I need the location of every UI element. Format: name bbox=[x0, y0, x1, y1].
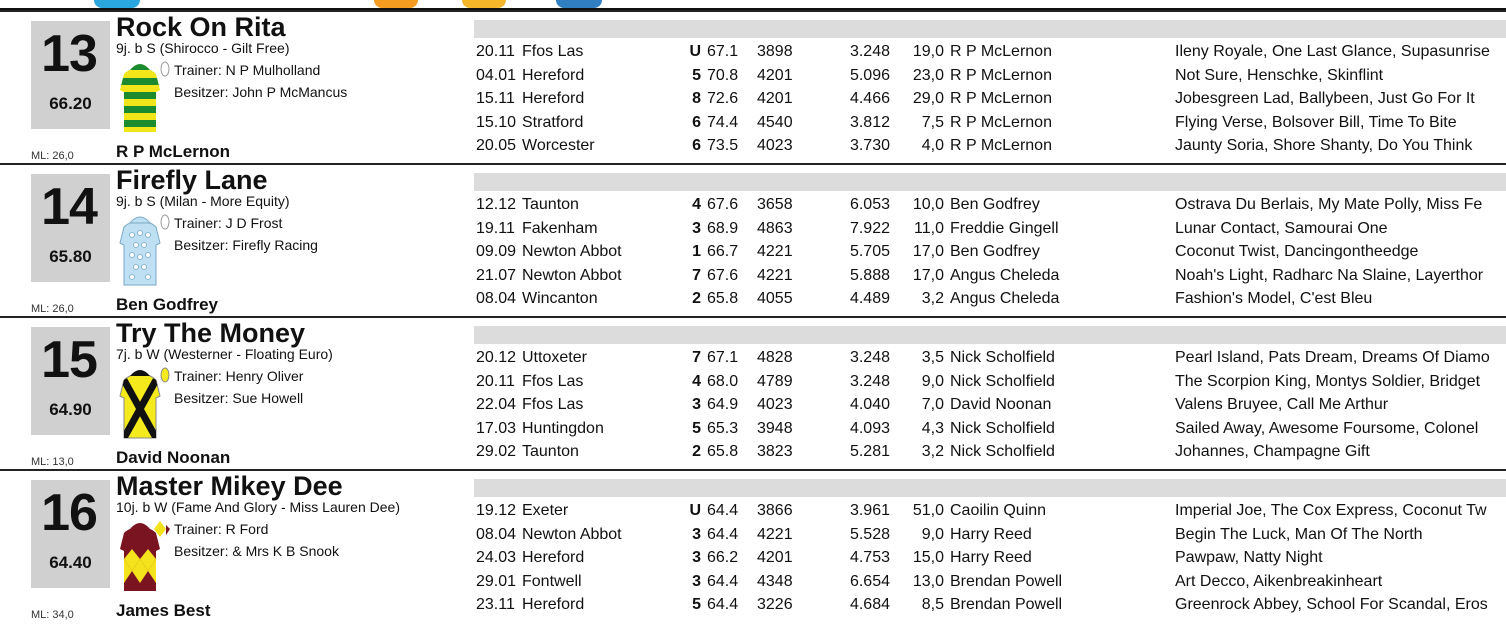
form-table bbox=[474, 346, 1506, 464]
race-jockey: Ben Godfrey bbox=[950, 243, 1040, 260]
race-prize: 3.730 bbox=[849, 137, 890, 154]
race-course: Ffos Las bbox=[522, 43, 584, 60]
race-odds: 3,5 bbox=[921, 349, 944, 366]
race-prize: 5.096 bbox=[849, 66, 890, 84]
race-jockey: R P McLernon bbox=[950, 137, 1052, 154]
race-competitors: Sailed Away, Awesome Foursome, Colonel bbox=[1175, 419, 1479, 437]
race-odds: 3,2 bbox=[921, 443, 944, 460]
race-odds: 7,0 bbox=[921, 396, 944, 413]
form-row bbox=[474, 111, 1506, 135]
race-course: Wincanton bbox=[522, 290, 598, 307]
race-course: Hereford bbox=[522, 66, 585, 84]
race-odds: 19,0 bbox=[912, 43, 944, 60]
race-date: 12.12 bbox=[476, 196, 517, 213]
race-date: 04.01 bbox=[476, 66, 517, 84]
race-course: Hereford bbox=[522, 549, 585, 566]
race-date: 08.04 bbox=[476, 525, 517, 543]
race-course: Huntingdon bbox=[522, 419, 604, 437]
race-date: 15.10 bbox=[476, 113, 517, 131]
race-distance: 4201 bbox=[757, 90, 793, 107]
race-place: 3 bbox=[692, 572, 701, 590]
race-distance: 4221 bbox=[757, 243, 793, 260]
race-distance: 4348 bbox=[757, 572, 793, 590]
race-course: Hereford bbox=[522, 90, 585, 107]
race-date: 19.11 bbox=[476, 219, 515, 237]
race-distance: 4828 bbox=[757, 349, 793, 366]
race-competitors: The Scorpion King, Montys Soldier, Bridget bbox=[1175, 372, 1481, 390]
jockey-name: James Best bbox=[116, 601, 211, 620]
silks-maroon-yellow-diamonds-icon bbox=[116, 519, 172, 599]
owner-label: Besitzer: & Mrs K B Snook bbox=[174, 543, 339, 559]
form-table bbox=[474, 40, 1506, 158]
jockey-name: R P McLernon bbox=[116, 142, 230, 161]
race-distance: 3658 bbox=[757, 196, 793, 213]
race-date: 20.12 bbox=[476, 349, 517, 366]
race-distance: 4201 bbox=[757, 549, 793, 566]
race-rating: 74.4 bbox=[707, 113, 739, 131]
race-date: 09.09 bbox=[476, 243, 517, 260]
race-odds: 10,0 bbox=[912, 196, 944, 213]
race-prize: 4.684 bbox=[849, 596, 890, 613]
runner-rating: 66.20 bbox=[49, 94, 92, 113]
race-rating: 64.4 bbox=[707, 596, 739, 613]
race-jockey: Ben Godfrey bbox=[950, 196, 1040, 213]
race-course: Fontwell bbox=[522, 572, 582, 590]
race-place: 6 bbox=[692, 113, 701, 131]
runner-ml: ML: 26,0 bbox=[31, 303, 74, 315]
race-prize: 7.922 bbox=[849, 219, 890, 237]
race-odds: 9,0 bbox=[921, 372, 944, 390]
race-distance: 4221 bbox=[757, 266, 793, 284]
race-place: U bbox=[689, 43, 701, 60]
race-place: 4 bbox=[692, 372, 701, 390]
form-row bbox=[474, 417, 1506, 441]
horse-info: 9j. b S (Milan - More Equity) bbox=[116, 193, 290, 209]
race-competitors: Greenrock Abbey, School For Scandal, Eros bbox=[1175, 596, 1488, 613]
race-prize: 4.093 bbox=[849, 419, 890, 437]
jockey-name: David Noonan bbox=[116, 448, 231, 467]
race-place: 5 bbox=[692, 419, 701, 437]
race-competitors: Valens Bruyee, Call Me Arthur bbox=[1175, 396, 1389, 413]
race-course: Taunton bbox=[522, 443, 579, 460]
race-prize: 6.654 bbox=[849, 572, 890, 590]
race-odds: 15,0 bbox=[912, 549, 944, 566]
race-odds: 3,2 bbox=[921, 290, 944, 307]
form-row bbox=[474, 287, 1506, 311]
race-place: 3 bbox=[692, 219, 701, 237]
race-place: 7 bbox=[692, 266, 701, 284]
race-prize: 4.489 bbox=[849, 290, 890, 307]
race-distance: 3948 bbox=[757, 419, 793, 437]
race-rating: 65.8 bbox=[707, 443, 739, 460]
race-odds: 51,0 bbox=[912, 502, 944, 519]
race-jockey: David Noonan bbox=[950, 396, 1052, 413]
race-place: 7 bbox=[692, 349, 701, 366]
race-place: 3 bbox=[692, 525, 701, 543]
race-jockey: Freddie Gingell bbox=[950, 219, 1059, 237]
horse-name[interactable]: Rock On Rita bbox=[116, 12, 286, 42]
race-odds: 4,0 bbox=[921, 137, 944, 154]
race-distance: 4023 bbox=[757, 396, 793, 413]
race-prize: 5.528 bbox=[849, 525, 890, 543]
race-jockey: Nick Scholfield bbox=[950, 419, 1055, 437]
race-place: 6 bbox=[692, 137, 701, 154]
race-competitors: Jaunty Soria, Shore Shanty, Do You Think bbox=[1175, 137, 1473, 154]
header-decoration bbox=[0, 0, 1506, 10]
race-jockey: R P McLernon bbox=[950, 66, 1052, 84]
race-date: 23.11 bbox=[476, 596, 515, 613]
race-prize: 3.812 bbox=[849, 113, 890, 131]
runner-entry bbox=[0, 10, 1506, 168]
runner-number: 14 bbox=[41, 178, 97, 236]
form-row bbox=[474, 440, 1506, 464]
silks-green-yellow-hoops-icon bbox=[116, 60, 172, 140]
owner-label: Besitzer: Firefly Racing bbox=[174, 237, 318, 253]
race-jockey: Harry Reed bbox=[950, 525, 1032, 543]
race-odds: 7,5 bbox=[921, 113, 944, 131]
jockey-name: Ben Godfrey bbox=[116, 295, 219, 314]
race-jockey: R P McLernon bbox=[950, 43, 1052, 60]
race-place: 5 bbox=[692, 596, 701, 613]
header-tab-orange bbox=[374, 0, 418, 8]
race-course: Uttoxeter bbox=[522, 349, 587, 366]
header-tab-darkblue bbox=[556, 0, 602, 8]
race-odds: 11,0 bbox=[914, 219, 944, 237]
form-row bbox=[474, 523, 1506, 547]
horse-name[interactable]: Master Mikey Dee bbox=[116, 471, 343, 501]
race-jockey: Angus Cheleda bbox=[950, 290, 1060, 307]
race-date: 19.12 bbox=[476, 502, 517, 519]
runner-rating: 64.90 bbox=[49, 400, 92, 419]
race-rating: 66.2 bbox=[707, 549, 739, 566]
race-place: 1 bbox=[692, 243, 701, 260]
trainer-label: Trainer: J D Frost bbox=[174, 215, 283, 231]
runner-number: 16 bbox=[41, 484, 97, 542]
race-course: Taunton bbox=[522, 196, 579, 213]
form-header-bar bbox=[474, 20, 1506, 38]
runner-number: 13 bbox=[41, 25, 97, 83]
form-row bbox=[474, 393, 1506, 417]
form-row bbox=[474, 87, 1506, 111]
race-place: 5 bbox=[692, 66, 701, 84]
race-place: 4 bbox=[692, 196, 701, 213]
race-place: 8 bbox=[692, 90, 701, 107]
race-distance: 3898 bbox=[757, 43, 793, 60]
race-rating: 73.5 bbox=[707, 137, 739, 154]
race-distance: 4863 bbox=[757, 219, 793, 237]
race-odds: 8,5 bbox=[921, 596, 944, 613]
silks-yellow-black-cross-icon bbox=[116, 366, 172, 446]
form-row bbox=[474, 134, 1506, 158]
race-odds: 17,0 bbox=[912, 243, 944, 260]
race-course: Stratford bbox=[522, 113, 584, 131]
race-competitors: Pearl Island, Pats Dream, Dreams Of Diamo bbox=[1175, 349, 1490, 366]
horse-info: 9j. b S (Shirocco - Gilt Free) bbox=[116, 40, 290, 56]
race-prize: 5.888 bbox=[849, 266, 890, 284]
race-place: 3 bbox=[692, 396, 701, 413]
runner-ml: ML: 13,0 bbox=[31, 456, 74, 468]
race-rating: 65.8 bbox=[707, 290, 739, 307]
race-date: 20.11 bbox=[476, 372, 515, 390]
runner-entry bbox=[0, 316, 1506, 474]
race-course: Newton Abbot bbox=[522, 266, 622, 284]
horse-info: 7j. b W (Westerner - Floating Euro) bbox=[116, 346, 333, 362]
runner-entry bbox=[0, 163, 1506, 321]
race-course: Newton Abbot bbox=[522, 243, 622, 260]
form-row bbox=[474, 546, 1506, 570]
form-header-bar bbox=[474, 326, 1506, 344]
form-table bbox=[474, 499, 1506, 617]
race-jockey: Nick Scholfield bbox=[950, 372, 1055, 390]
race-rating: 68.0 bbox=[707, 372, 739, 390]
horse-name[interactable]: Try The Money bbox=[116, 318, 306, 348]
race-date: 22.04 bbox=[476, 396, 517, 413]
race-course: Newton Abbot bbox=[522, 525, 622, 543]
race-rating: 67.1 bbox=[707, 43, 739, 60]
race-rating: 66.7 bbox=[707, 243, 739, 260]
race-prize: 3.248 bbox=[849, 349, 890, 366]
race-rating: 65.3 bbox=[707, 419, 739, 437]
race-jockey: Brendan Powell bbox=[950, 596, 1063, 613]
form-row bbox=[474, 240, 1506, 264]
form-row bbox=[474, 64, 1506, 88]
race-competitors: Pawpaw, Natty Night bbox=[1175, 549, 1323, 566]
race-jockey: Harry Reed bbox=[950, 549, 1032, 566]
form-row bbox=[474, 217, 1506, 241]
race-rating: 64.9 bbox=[707, 396, 739, 413]
race-prize: 6.053 bbox=[849, 196, 890, 213]
race-distance: 4201 bbox=[757, 66, 793, 84]
race-distance: 4055 bbox=[757, 290, 793, 307]
form-row bbox=[474, 499, 1506, 523]
race-prize: 4.466 bbox=[849, 90, 890, 107]
race-odds: 23,0 bbox=[912, 66, 944, 84]
race-odds: 17,0 bbox=[912, 266, 944, 284]
race-place: 2 bbox=[692, 443, 701, 460]
race-prize: 4.753 bbox=[849, 549, 890, 566]
race-competitors: Begin The Luck, Man Of The North bbox=[1175, 525, 1423, 543]
race-competitors: Ostrava Du Berlais, My Mate Polly, Miss Fe bbox=[1175, 196, 1483, 213]
runner-number: 15 bbox=[41, 331, 97, 389]
runner-rating: 64.40 bbox=[49, 553, 92, 572]
race-place: 2 bbox=[692, 290, 701, 307]
race-date: 24.03 bbox=[476, 549, 517, 566]
race-date: 08.04 bbox=[476, 290, 517, 307]
race-course: Fakenham bbox=[522, 219, 598, 237]
race-distance: 3823 bbox=[757, 443, 793, 460]
trainer-label: Trainer: Henry Oliver bbox=[174, 368, 304, 384]
form-row bbox=[474, 570, 1506, 594]
silks-light-blue-spots-icon bbox=[116, 213, 172, 293]
trainer-label: Trainer: R Ford bbox=[174, 521, 269, 537]
race-rating: 64.4 bbox=[707, 572, 739, 590]
race-prize: 4.040 bbox=[849, 396, 890, 413]
form-row bbox=[474, 40, 1506, 64]
race-place: 3 bbox=[692, 549, 701, 566]
race-jockey: Nick Scholfield bbox=[950, 443, 1055, 460]
race-prize: 3.248 bbox=[849, 43, 890, 60]
race-competitors: Johannes, Champagne Gift bbox=[1175, 443, 1370, 460]
race-odds: 9,0 bbox=[921, 525, 944, 543]
race-rating: 67.6 bbox=[707, 196, 739, 213]
horse-name[interactable]: Firefly Lane bbox=[116, 165, 268, 195]
race-date: 17.03 bbox=[476, 419, 517, 437]
race-competitors: Fashion's Model, C'est Bleu bbox=[1175, 290, 1373, 307]
race-odds: 29,0 bbox=[912, 90, 944, 107]
race-competitors: Flying Verse, Bolsover Bill, Time To Bite bbox=[1175, 113, 1457, 131]
race-rating: 67.6 bbox=[707, 266, 739, 284]
race-distance: 3226 bbox=[757, 596, 793, 613]
owner-label: Besitzer: John P McMancus bbox=[174, 84, 348, 100]
form-row bbox=[474, 370, 1506, 394]
owner-label: Besitzer: Sue Howell bbox=[174, 390, 304, 406]
race-jockey: Brendan Powell bbox=[950, 572, 1063, 590]
race-course: Worcester bbox=[522, 137, 595, 154]
race-rating: 64.4 bbox=[707, 525, 739, 543]
runner-rating: 65.80 bbox=[49, 247, 92, 266]
race-competitors: Art Decco, Aikenbreakinheart bbox=[1175, 572, 1383, 590]
race-course: Exeter bbox=[522, 502, 569, 519]
race-prize: 5.281 bbox=[849, 443, 890, 460]
form-row bbox=[474, 346, 1506, 370]
race-odds: 4,3 bbox=[921, 419, 944, 437]
race-prize: 5.705 bbox=[849, 243, 890, 260]
race-odds: 13,0 bbox=[912, 572, 944, 590]
race-prize: 3.248 bbox=[849, 372, 890, 390]
header-tab-yellow bbox=[462, 0, 506, 8]
runner-entry bbox=[0, 469, 1506, 624]
race-date: 29.01 bbox=[476, 572, 517, 590]
race-date: 15.11 bbox=[476, 90, 515, 107]
form-row bbox=[474, 264, 1506, 288]
race-competitors: Noah's Light, Radharc Na Slaine, Layerthor bbox=[1175, 266, 1484, 284]
race-rating: 64.4 bbox=[707, 502, 739, 519]
runner-ml: ML: 34,0 bbox=[31, 609, 74, 621]
race-distance: 4221 bbox=[757, 525, 793, 543]
race-place: U bbox=[689, 502, 701, 519]
form-header-bar bbox=[474, 479, 1506, 497]
trainer-label: Trainer: N P Mulholland bbox=[174, 62, 321, 78]
race-date: 21.07 bbox=[476, 266, 517, 284]
form-row bbox=[474, 593, 1506, 617]
race-competitors: Coconut Twist, Dancingontheedge bbox=[1175, 243, 1419, 260]
race-competitors: Imperial Joe, The Cox Express, Coconut Tw bbox=[1175, 502, 1487, 519]
form-row bbox=[474, 193, 1506, 217]
race-jockey: Angus Cheleda bbox=[950, 266, 1060, 284]
race-jockey: Nick Scholfield bbox=[950, 349, 1055, 366]
race-distance: 4540 bbox=[757, 113, 793, 131]
header-tab-blue bbox=[94, 0, 140, 8]
form-header-bar bbox=[474, 173, 1506, 191]
race-rating: 72.6 bbox=[707, 90, 739, 107]
horse-info: 10j. b W (Fame And Glory - Miss Lauren Dee) bbox=[116, 499, 400, 515]
race-distance: 3866 bbox=[757, 502, 793, 519]
race-jockey: R P McLernon bbox=[950, 113, 1052, 131]
form-table bbox=[474, 193, 1506, 311]
race-jockey: Caoilin Quinn bbox=[950, 502, 1047, 519]
runner-ml: ML: 26,0 bbox=[31, 150, 74, 162]
race-course: Hereford bbox=[522, 596, 585, 613]
race-rating: 68.9 bbox=[707, 219, 739, 237]
race-distance: 4023 bbox=[757, 137, 793, 154]
race-course: Ffos Las bbox=[522, 372, 584, 390]
race-competitors: Lunar Contact, Samourai One bbox=[1175, 219, 1388, 237]
race-date: 20.05 bbox=[476, 137, 517, 154]
race-course: Ffos Las bbox=[522, 396, 584, 413]
race-prize: 3.961 bbox=[849, 502, 890, 519]
race-rating: 67.1 bbox=[707, 349, 739, 366]
race-jockey: R P McLernon bbox=[950, 90, 1052, 107]
race-distance: 4789 bbox=[757, 372, 793, 390]
race-competitors: Not Sure, Henschke, Skinflint bbox=[1175, 66, 1384, 84]
race-competitors: Ileny Royale, One Last Glance, Supasunrise bbox=[1175, 43, 1490, 60]
race-date: 20.11 bbox=[476, 43, 515, 60]
race-rating: 70.8 bbox=[707, 66, 739, 84]
race-competitors: Jobesgreen Lad, Ballybeen, Just Go For It bbox=[1175, 90, 1475, 107]
race-date: 29.02 bbox=[476, 443, 517, 460]
